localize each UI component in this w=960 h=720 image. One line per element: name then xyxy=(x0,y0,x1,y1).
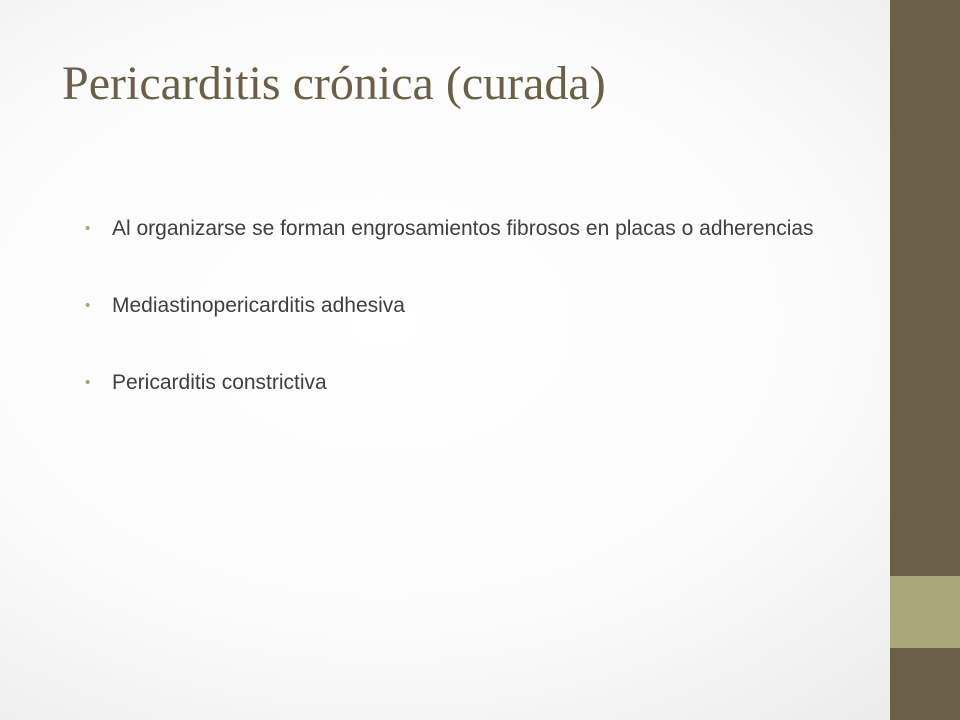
side-bar-dark-segment xyxy=(890,648,960,720)
bullet-item xyxy=(85,214,882,244)
side-bar-dark-segment xyxy=(890,0,960,576)
bullet-list xyxy=(85,214,882,445)
bullet-item xyxy=(85,368,882,398)
bullet-marker-icon: • xyxy=(85,220,91,237)
bullet-item xyxy=(85,291,882,321)
bullet-text: Mediastinopericarditis adhesiva xyxy=(112,294,405,317)
bullet-text: Pericarditis constrictiva xyxy=(112,371,327,394)
slide-title: Pericarditis crónica (curada) xyxy=(62,57,606,110)
bullet-text: Al organizarse se forman engrosamientos fibrosos en placas o adherencias xyxy=(112,217,814,240)
bullet-marker-icon: • xyxy=(85,297,91,314)
side-bar-light-segment xyxy=(890,576,960,648)
decorative-side-bar xyxy=(890,0,960,720)
bullet-marker-icon: • xyxy=(85,374,91,391)
